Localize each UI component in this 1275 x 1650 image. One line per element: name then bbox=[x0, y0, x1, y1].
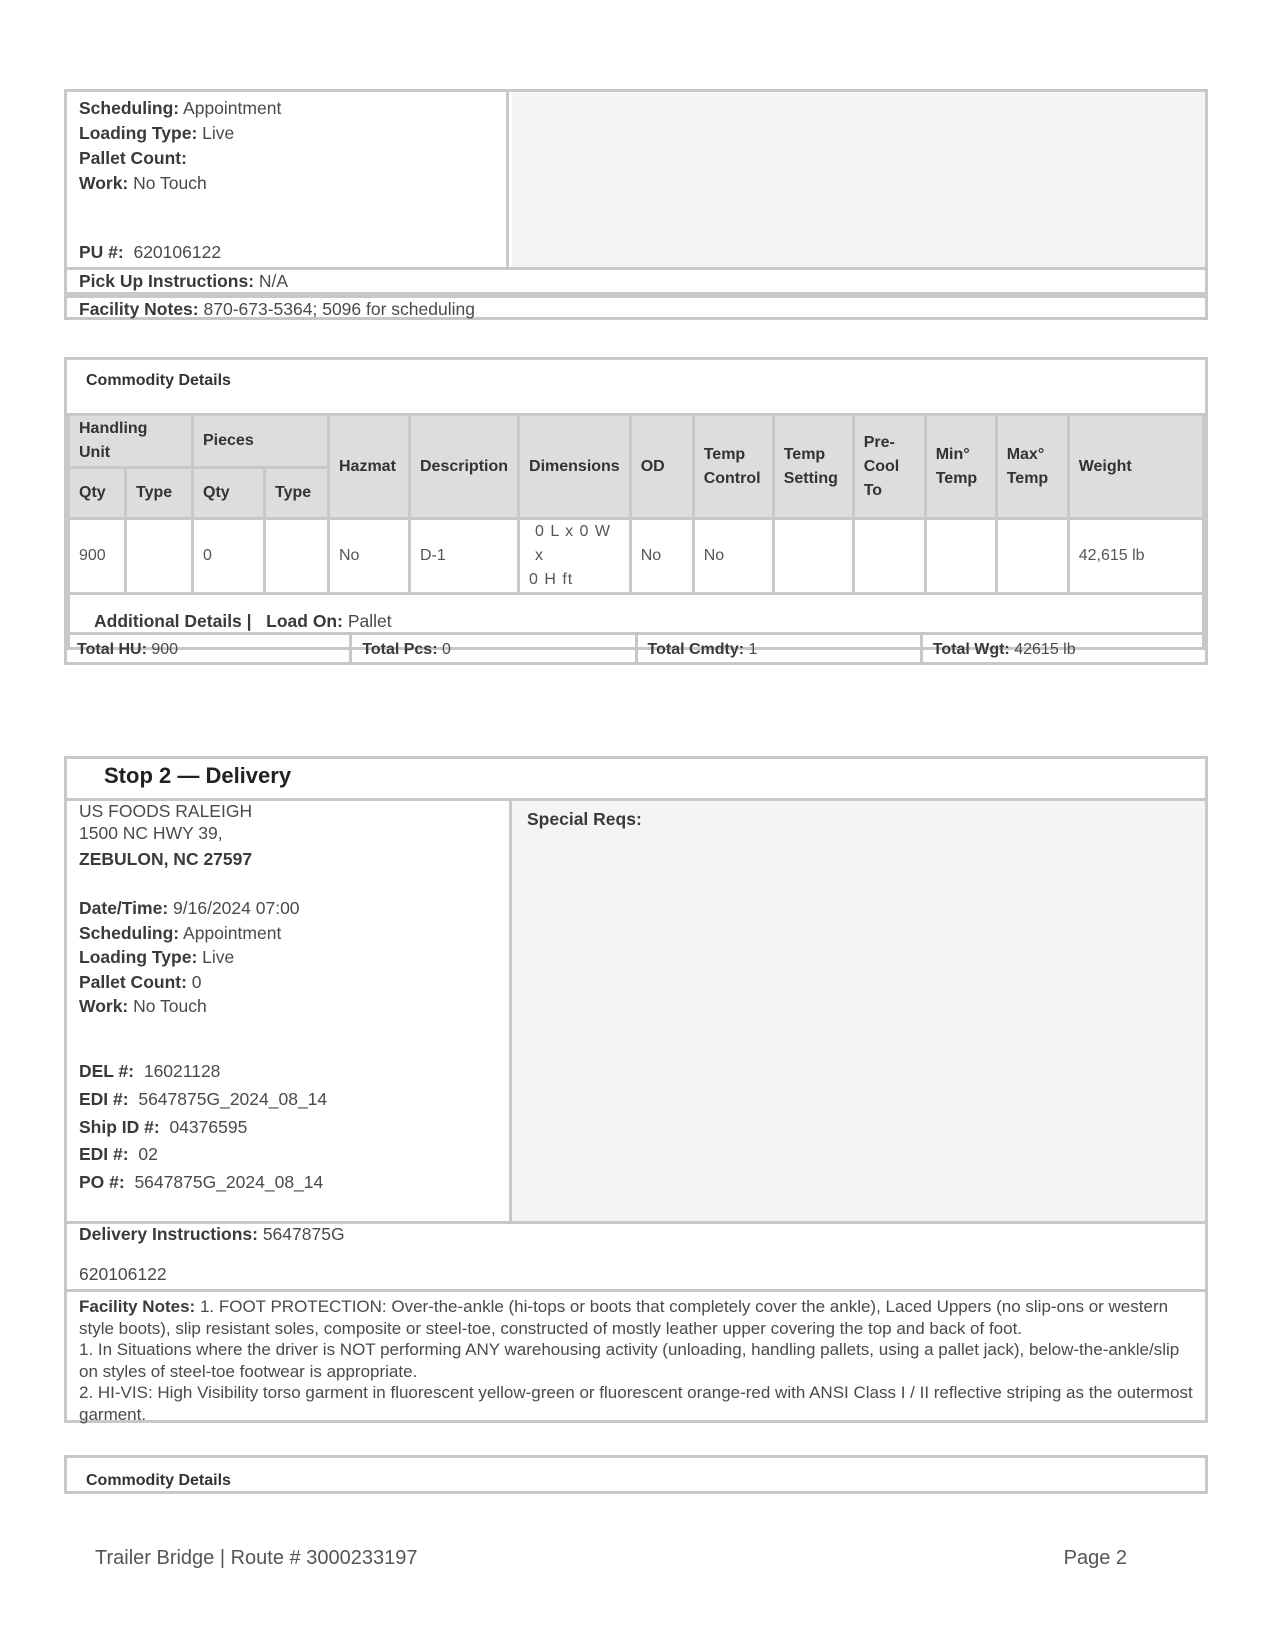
stop2-name: US FOODS RALEIGH bbox=[79, 801, 253, 821]
description-header: Description bbox=[410, 415, 519, 519]
max-temp-cell bbox=[996, 519, 1068, 594]
hazmat-header: Hazmat bbox=[329, 415, 410, 519]
edi-value-1: 5647875G_2024_08_14 bbox=[138, 1089, 328, 1109]
work-label: Work: bbox=[79, 996, 129, 1016]
work-value: No Touch bbox=[133, 996, 207, 1016]
load-on-label: Load On: bbox=[266, 610, 343, 631]
delivery-instructions-line-2: 620106122 bbox=[79, 1264, 167, 1284]
load-on-value: Pallet bbox=[347, 610, 392, 631]
del-line bbox=[79, 1061, 220, 1082]
total-cmdty bbox=[638, 635, 923, 665]
pickup-instructions-label: Pick Up Instructions: bbox=[79, 271, 255, 291]
ship-id-value: 04376595 bbox=[169, 1117, 248, 1137]
facility-notes-label: Facility Notes: bbox=[79, 299, 199, 319]
stop2-section bbox=[64, 756, 1208, 1423]
commodity-table bbox=[67, 413, 1205, 650]
po-label: PO #: bbox=[79, 1172, 125, 1192]
handling-unit-header: Handling Unit bbox=[69, 415, 193, 468]
delivery-instructions-label: Delivery Instructions: bbox=[79, 1224, 258, 1244]
pallet-count-value: 0 bbox=[191, 972, 202, 992]
loading-type-value: Live bbox=[202, 123, 235, 143]
date-time-line bbox=[79, 898, 300, 919]
pcs-qty-header: Qty bbox=[193, 468, 265, 519]
facility-notes-row bbox=[64, 295, 1208, 320]
loading-type-label: Loading Type: bbox=[79, 123, 198, 143]
edi-line-2 bbox=[79, 1144, 158, 1165]
hu-type-cell bbox=[126, 519, 193, 594]
max-temp-header: Max° Temp bbox=[996, 415, 1068, 519]
pickup-instructions-value: N/A bbox=[258, 271, 289, 291]
work-line bbox=[79, 996, 207, 1017]
stop2-details bbox=[67, 801, 512, 1221]
facility-notes-value: 870-673-5364; 5096 for scheduling bbox=[203, 299, 475, 319]
weight-cell: 42,615 lb bbox=[1068, 519, 1203, 594]
min-temp-header: Min° Temp bbox=[925, 415, 996, 519]
special-reqs-label: Special Reqs: bbox=[527, 809, 642, 829]
date-time-value: 9/16/2024 07:00 bbox=[173, 898, 300, 918]
delivery-instructions-value: 5647875G bbox=[262, 1224, 345, 1244]
table-row bbox=[69, 519, 1204, 594]
commodity-details-title: Commodity Details bbox=[86, 372, 231, 389]
pu-label: PU #: bbox=[79, 242, 124, 262]
hu-qty-cell: 900 bbox=[69, 519, 126, 594]
work-label: Work: bbox=[79, 173, 129, 193]
dimensions-header: Dimensions bbox=[519, 415, 631, 519]
total-wgt-label: Total Wgt: bbox=[932, 641, 1010, 658]
delivery-instructions-line bbox=[79, 1224, 345, 1245]
stop2-title: Stop 2 — Delivery bbox=[104, 763, 292, 788]
dims-line-2: 0 H ft bbox=[529, 571, 574, 588]
facility-notes-para-1 bbox=[79, 1296, 1193, 1339]
stop1-info-box bbox=[64, 89, 1208, 270]
od-cell: No bbox=[630, 519, 693, 594]
pre-cool-header: Pre-Cool To bbox=[853, 415, 925, 519]
facility-notes-para-3: 2. HI-VIS: High Visibility torso garment in fluorescent yellow-green or fluorescent orange-red with ANSI Class I / II reflective striping as the outermost garment. bbox=[79, 1383, 1193, 1424]
pu-value: 620106122 bbox=[133, 242, 222, 262]
total-hu bbox=[67, 635, 352, 665]
stop1-details bbox=[67, 92, 509, 267]
delivery-instructions-row bbox=[67, 1221, 1205, 1292]
edi-label-1: EDI #: bbox=[79, 1089, 129, 1109]
scheduling-label: Scheduling: bbox=[79, 98, 180, 118]
dims-line-1: 0 L x 0 W x bbox=[535, 523, 611, 564]
min-temp-cell bbox=[925, 519, 996, 594]
edi-line-1 bbox=[79, 1089, 327, 1110]
total-pcs-label: Total Pcs: bbox=[362, 641, 438, 658]
totals-row bbox=[67, 632, 1205, 665]
date-time-label: Date/Time: bbox=[79, 898, 169, 918]
footer-page-number: Page 2 bbox=[1063, 1547, 1127, 1569]
pre-cool-cell bbox=[853, 519, 925, 594]
work-value: No Touch bbox=[133, 173, 207, 193]
description-cell: D-1 bbox=[410, 519, 519, 594]
stop2-header bbox=[67, 759, 1205, 801]
weight-header: Weight bbox=[1068, 415, 1203, 519]
edi-label-2: EDI #: bbox=[79, 1144, 129, 1164]
additional-details-label: Additional Details | bbox=[94, 610, 252, 631]
commodity-details-section bbox=[64, 357, 1208, 665]
stop2-facility-notes bbox=[67, 1289, 1205, 1424]
commodity-details-section-2 bbox=[64, 1455, 1208, 1494]
pallet-count-label: Pallet Count: bbox=[79, 972, 187, 992]
facility-notes-text-1: 1. FOOT PROTECTION: Over-the-ankle (hi-tops or boots that completely cover the ankle), Laced Uppers (no slip-ons or western style boots), slip resistant soles, composite or steel-toe, constructed of mostly leather upper covering the top and back of foot. bbox=[79, 1297, 1169, 1338]
total-hu-value: 900 bbox=[151, 641, 179, 658]
del-value: 16021128 bbox=[143, 1061, 221, 1081]
commodity-details-title-2: Commodity Details bbox=[86, 1472, 231, 1489]
od-header: OD bbox=[630, 415, 693, 519]
total-cmdty-label: Total Cmdty: bbox=[647, 641, 745, 658]
loading-type-value: Live bbox=[202, 947, 235, 967]
temp-setting-header: Temp Setting bbox=[773, 415, 853, 519]
po-value: 5647875G_2024_08_14 bbox=[134, 1172, 324, 1192]
loading-type-line bbox=[79, 947, 234, 968]
pcs-qty-cell: 0 bbox=[193, 519, 265, 594]
edi-value-2: 02 bbox=[138, 1144, 158, 1164]
temp-control-header: Temp Control bbox=[693, 415, 773, 519]
pickup-instructions-row bbox=[64, 270, 1208, 295]
total-cmdty-value: 1 bbox=[748, 641, 758, 658]
dimensions-cell bbox=[519, 519, 631, 594]
total-wgt-value: 42615 lb bbox=[1014, 641, 1076, 658]
loading-type-label: Loading Type: bbox=[79, 947, 198, 967]
footer-route: Trailer Bridge | Route # 3000233197 bbox=[95, 1547, 418, 1569]
temp-control-cell: No bbox=[693, 519, 773, 594]
pcs-type-header: Type bbox=[265, 468, 329, 519]
facility-notes-label: Facility Notes: bbox=[79, 1297, 196, 1316]
stop2-address: 1500 NC HWY 39, bbox=[79, 823, 223, 843]
del-label: DEL #: bbox=[79, 1061, 135, 1081]
ship-id-label: Ship ID #: bbox=[79, 1117, 160, 1137]
stop2-city-state-zip: ZEBULON, NC 27597 bbox=[79, 849, 253, 869]
total-pcs-value: 0 bbox=[441, 641, 451, 658]
ship-id-line bbox=[79, 1117, 247, 1138]
facility-notes-para-2: 1. In Situations where the driver is NOT performing ANY warehousing activity (unloading, handling pallets, using a pallet jack), below-the-ankle/slip on styles of steel-toe footwear is appropriate. bbox=[79, 1340, 1180, 1381]
pcs-type-cell bbox=[265, 519, 329, 594]
total-wgt bbox=[923, 635, 1205, 665]
pieces-header: Pieces bbox=[193, 415, 329, 468]
temp-setting-cell bbox=[773, 519, 853, 594]
hu-qty-header: Qty bbox=[69, 468, 126, 519]
scheduling-label: Scheduling: bbox=[79, 923, 180, 943]
stop1-right-panel bbox=[512, 92, 1205, 267]
po-line bbox=[79, 1172, 323, 1193]
total-pcs bbox=[352, 635, 637, 665]
scheduling-line bbox=[79, 923, 281, 944]
pallet-count-label: Pallet Count: bbox=[79, 148, 187, 168]
hu-type-header: Type bbox=[126, 468, 193, 519]
pallet-count-line bbox=[79, 972, 202, 993]
total-hu-label: Total HU: bbox=[77, 641, 147, 658]
special-reqs-panel bbox=[512, 801, 1205, 1221]
hazmat-cell: No bbox=[329, 519, 410, 594]
scheduling-value: Appointment bbox=[183, 98, 282, 118]
scheduling-value: Appointment bbox=[183, 923, 282, 943]
